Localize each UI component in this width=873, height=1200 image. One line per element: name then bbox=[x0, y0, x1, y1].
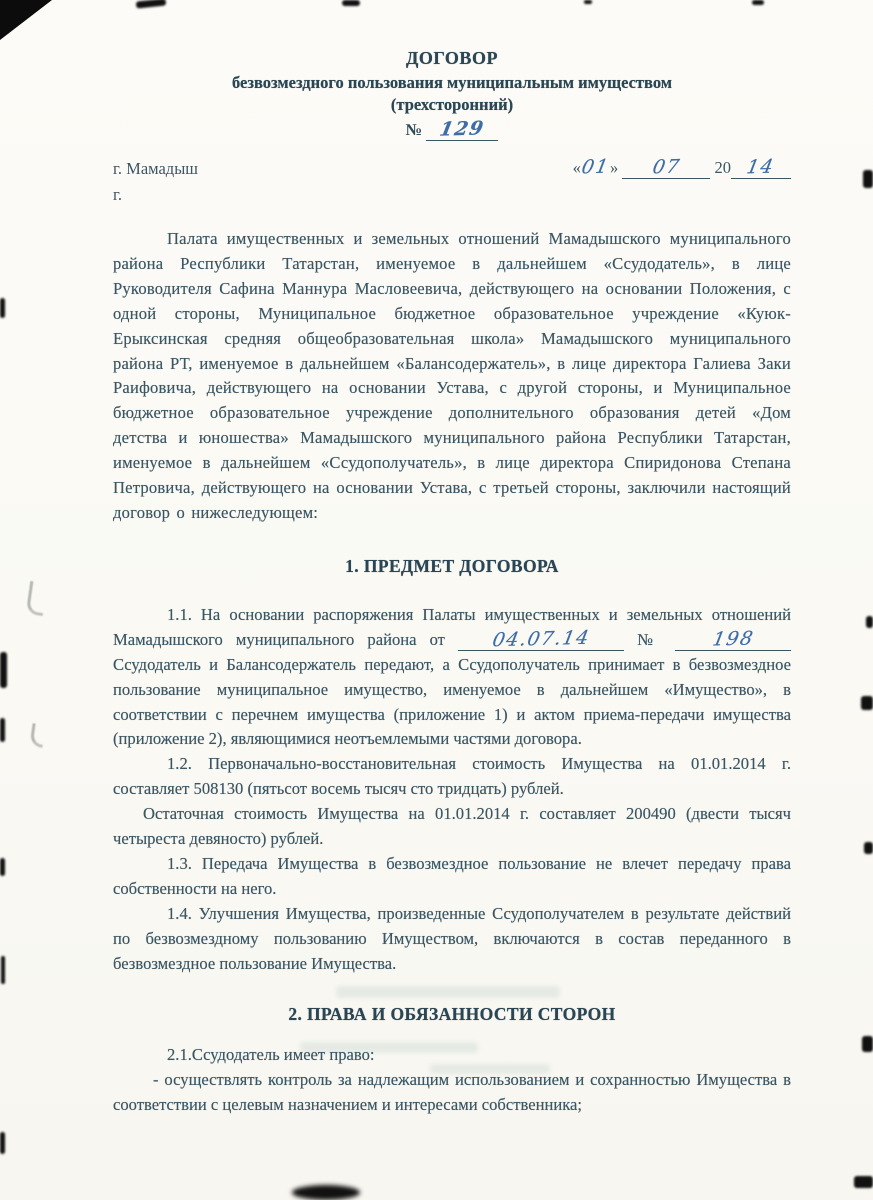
clause-1-1-number-blank bbox=[675, 629, 791, 651]
staple-mark-2 bbox=[29, 723, 45, 748]
scan-artifact-left-3 bbox=[0, 718, 5, 742]
scan-artifact-bottom-smudge bbox=[292, 1185, 360, 1200]
document-number-line bbox=[113, 119, 791, 141]
clause-1-2-residual: Остаточная стоимость Имущества на 01.01.2014 г. составляет 200490 (двести тысяч четыреста девяносто) рублей. bbox=[113, 804, 791, 849]
scan-artifact-right-5 bbox=[862, 1036, 873, 1052]
scan-artifact-right-2 bbox=[866, 616, 873, 628]
section-1-heading: 1. ПРЕДМЕТ ДОГОВОРА bbox=[345, 555, 559, 576]
scan-artifact-right-3 bbox=[861, 696, 873, 710]
clause-1-3: 1.3. Передача Имущества в безвозмездное пользование не влечет передачу права собственности на него. bbox=[113, 853, 791, 898]
date-month-handwritten: 07 bbox=[650, 155, 683, 179]
scan-artifact-left-5 bbox=[1, 956, 5, 984]
city-label: г. Мамадыш bbox=[113, 159, 198, 178]
scan-artifact-left-2 bbox=[0, 652, 7, 688]
clause-1-2: 1.2. Первоначально-восстановительная стоимость Имущества на 01.01.2014 г. составляет 508130 (пятьсот восемь тысяч сто тридцать) рублей. bbox=[113, 754, 791, 799]
scan-artifact-left-6 bbox=[0, 1132, 5, 1154]
document-content bbox=[113, 48, 791, 1118]
scan-artifact-right-1 bbox=[863, 170, 873, 188]
date-year-blank bbox=[731, 157, 791, 179]
document-subtitle-2: (трехсторонний) bbox=[390, 95, 514, 114]
clause-1-1-text-after: Ссудодатель и Балансодержатель передают, а Ссудополучатель принимает в безвозмездное пользование муниципальное имущество, именуемое в дальнейшем «Имущество», в соответствии с перечнем имущества (приложение 1) и актом приема-передачи имущества (приложение 2), являющимися неотъемлемыми частями договора. bbox=[113, 654, 791, 749]
clause-1-1-number-sign: № bbox=[637, 629, 662, 649]
date-month-blank bbox=[622, 157, 710, 179]
clause-1-1-date-blank bbox=[458, 626, 624, 652]
city-line-2: г. bbox=[113, 185, 123, 204]
scan-artifact-right-4 bbox=[864, 842, 873, 854]
date-day-blank bbox=[581, 157, 610, 178]
clause-1-1-date-handwritten: 04.07.14 bbox=[490, 626, 592, 652]
section-2-heading: 2. ПРАВА И ОБЯЗАННОСТИ СТОРОН bbox=[288, 1004, 616, 1025]
document-number-handwritten: 129 bbox=[438, 117, 487, 141]
scan-artifact-left-4 bbox=[0, 858, 5, 876]
date-day-handwritten: 01 bbox=[579, 155, 612, 179]
document-title: ДОГОВОР bbox=[406, 48, 498, 68]
date-year-handwritten: 14 bbox=[745, 155, 777, 179]
document-number-blank bbox=[426, 119, 498, 141]
number-sign-label: № bbox=[405, 120, 423, 139]
title-block bbox=[113, 48, 791, 141]
open-quote: « bbox=[572, 158, 581, 177]
scan-artifact-right-6 bbox=[854, 1176, 873, 1188]
date-group bbox=[573, 157, 791, 179]
scan-artifact-top-1 bbox=[136, 0, 167, 9]
clause-1-1-text-before: 1.1. На основании распоряжения Палаты имущественных и земельных отношений Мамадышского муниципального района от bbox=[113, 604, 791, 649]
clause-1-1-number-handwritten: 198 bbox=[710, 627, 756, 651]
scan-artifact-top-4 bbox=[752, 0, 764, 5]
city-date-line bbox=[113, 157, 791, 179]
clause-2-1-item-1: - осуществлять контроль за надлежащим использованием и сохранностью Имущества в соответствии с целевым назначением и интересами собственника; bbox=[113, 1070, 791, 1115]
scan-artifact-corner-top-left bbox=[0, 0, 52, 40]
clause-1-1 bbox=[113, 603, 791, 752]
clause-2-1: 2.1.Ссудодатель имеет право: bbox=[167, 1045, 375, 1065]
staple-mark-1 bbox=[26, 581, 47, 616]
preamble-paragraph: Палата имущественных и земельных отношений Мамадышского муниципального района Республики Татарстан, именуемое в дальнейшем «Ссудодатель», в лице Руководителя Сафина Маннура Масловеевича, действующего на основании Положения, с одной стороны, Муниципальное бюджетное образовательное учреждение «Куюк-Ерыксинская средняя общеобразовательная школа» Мамадышского муниципального района РТ, именуемое в дальнейшем «Балансодержатель», в лице директора Галиева Заки Раифовича, действующего на основании Устава, с другой стороны, и Муниципальное бюджетное образовательное учреждение дополнительного образования детей «Дом детства и юношества» Мамадышского муниципального района Республики Татарстан, именуемое в дальнейшем «Ссудополучатель», в лице директора Спиридонова Степана Петровича, действующего на основании Устава, с третьей стороны, заключили настоящий договор о нижеследующем: bbox=[113, 229, 791, 522]
year-printed: 20 bbox=[714, 158, 731, 177]
scan-artifact-top-3 bbox=[584, 0, 592, 4]
document-subtitle: безвозмездного пользования муниципальным имуществом bbox=[231, 73, 672, 92]
clause-1-4: 1.4. Улучшения Имущества, произведенные Ссудополучателем в результате действий по безвозмездному пользованию Имуществом, включаются в состав переданного в безвозмездное пользование Имущества. bbox=[113, 903, 791, 973]
scan-artifact-top-2 bbox=[342, 0, 360, 6]
scan-artifact-left-1 bbox=[0, 298, 5, 318]
close-quote: » bbox=[610, 158, 619, 177]
